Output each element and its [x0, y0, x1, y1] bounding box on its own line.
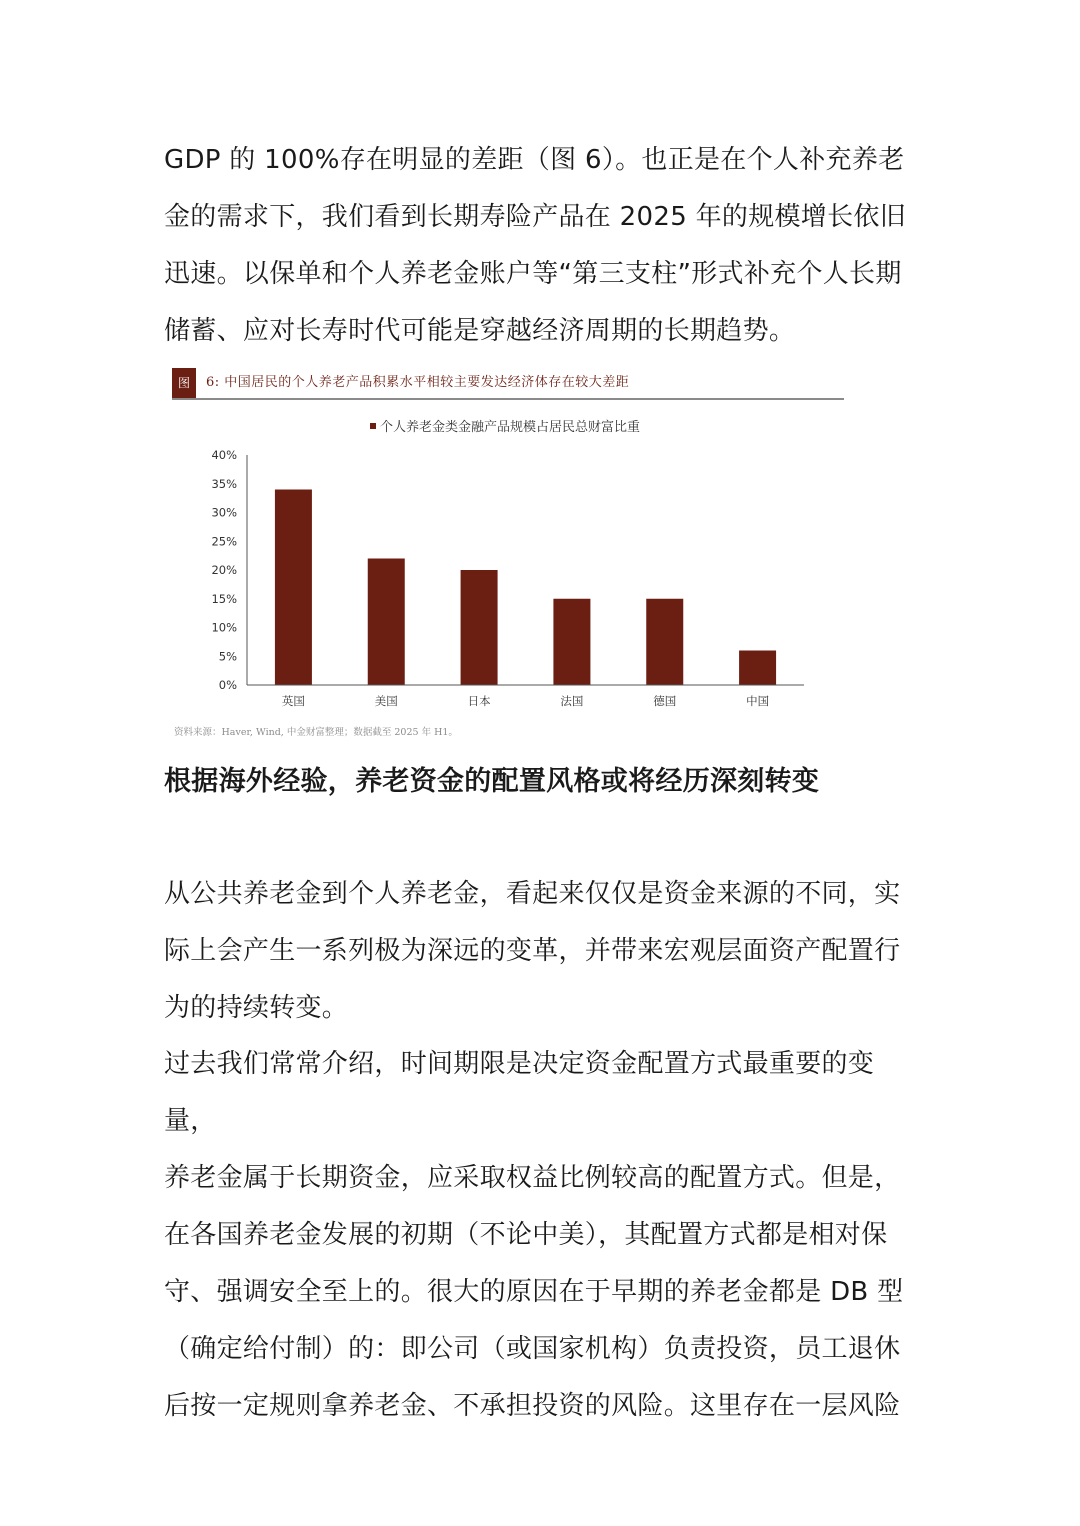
bars [275, 490, 776, 686]
chart-legend [370, 419, 640, 435]
y-tick-label: 15% [211, 591, 237, 606]
figure-title: 6: 中国居民的个人养老产品积累水平相较主要发达经济体存在较大差距 [206, 375, 630, 390]
x-tick-label: 德国 [653, 694, 677, 708]
bar [739, 651, 776, 686]
x-tick-label: 美国 [374, 694, 398, 708]
text-line: 后按一定规则拿养老金、不承担投资的风险。这里存在一层风险 [164, 1391, 901, 1421]
text-line: 守、强调安全至上的。很大的原因在于早期的养老金都是 DB 型 [164, 1277, 904, 1307]
text-line: 际上会产生一系列极为深远的变革，并带来宏观层面资产配置行 [164, 936, 901, 966]
figure-6 [172, 366, 852, 746]
text-line: 过去我们常常介绍，时间期限是决定资金配置方式最重要的变量， [164, 1049, 875, 1136]
x-axis [247, 685, 804, 708]
figure-badge: 图 [172, 368, 196, 398]
bar [553, 599, 590, 685]
y-tick-label: 25% [211, 534, 237, 549]
bar-chart [172, 410, 852, 720]
body-paragraph-3 [164, 1036, 924, 1435]
bar [646, 599, 683, 685]
text-line: 储蓄、应对长寿时代可能是穿越经济周期的长期趋势。 [164, 316, 796, 346]
x-tick-label: 日本 [467, 694, 491, 708]
legend-label: 个人养老金类金融产品规模占居民总财富比重 [380, 420, 641, 435]
text-line: 从公共养老金到个人养老金，看起来仅仅是资金来源的不同，实 [164, 879, 901, 909]
y-tick-label: 0% [218, 678, 237, 692]
x-tick-label: 中国 [746, 694, 770, 708]
text-line: 迅速。以保单和个人养老金账户等“第三支柱”形式补充个人长期 [164, 259, 902, 289]
bar [461, 570, 498, 685]
y-tick-label: 10% [211, 620, 237, 635]
text-line: 养老金属于长期资金，应采取权益比例较高的配置方式。但是， [164, 1163, 901, 1193]
bar [368, 559, 405, 686]
section-heading: 根据海外经验，养老资金的配置风格或将经历深刻转变 [164, 766, 820, 797]
y-tick-label: 35% [211, 476, 237, 491]
intro-paragraph [164, 132, 924, 360]
body-paragraph-2 [164, 866, 924, 1037]
y-tick-label: 5% [218, 649, 237, 664]
figure-header [172, 368, 844, 400]
legend-swatch [370, 423, 376, 429]
text-line: 在各国养老金发展的初期（不论中美），其配置方式都是相对保 [164, 1220, 888, 1250]
bar [275, 490, 312, 686]
y-tick-label: 30% [211, 505, 237, 520]
figure-source: 资料来源：Haver, Wind, 中金财富整理；数据截至 2025 年 H1。 [174, 727, 458, 738]
text-line: 金的需求下，我们看到长期寿险产品在 2025 年的规模增长依旧 [164, 202, 906, 232]
x-tick-label: 英国 [281, 694, 305, 708]
text-line: （确定给付制）的：即公司（或国家机构）负责投资，员工退休 [164, 1334, 901, 1364]
y-tick-label: 40% [211, 448, 237, 462]
x-tick-label: 法国 [560, 694, 584, 708]
text-line: 为的持续转变。 [164, 993, 349, 1023]
y-tick-label: 20% [211, 563, 237, 577]
text-line: GDP 的 100%存在明显的差距（图 6）。也正是在个人补充养老 [164, 145, 905, 175]
y-axis [211, 448, 247, 692]
